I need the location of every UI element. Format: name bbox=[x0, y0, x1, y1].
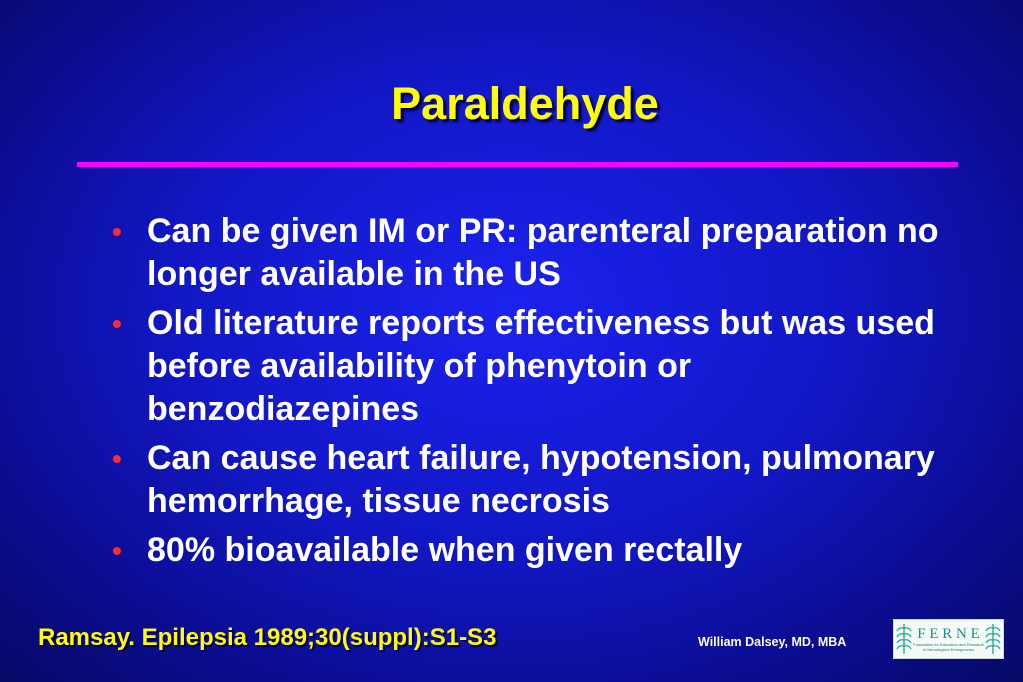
bullet-icon: • bbox=[112, 443, 122, 474]
logo-tagline: Foundation for Education and Research bbox=[913, 642, 984, 647]
bullet-item bbox=[112, 210, 972, 296]
leaf-icon bbox=[986, 624, 1000, 654]
slide-title: Paraldehyde bbox=[391, 78, 659, 129]
bullet-text: Can cause heart failure, hypotension, pulmonary hemorrhage, tissue necrosis bbox=[147, 439, 935, 520]
bullet-item bbox=[112, 529, 972, 572]
ferne-logo-graphic bbox=[894, 620, 1003, 658]
bullet-icon: • bbox=[112, 535, 122, 566]
author-credit: William Dalsey, MD, MBA bbox=[698, 635, 847, 649]
bullet-text: Old literature reports effectiveness but was used before availability of phenytoin or benzodiazepines bbox=[147, 304, 935, 428]
bullet-icon: • bbox=[112, 308, 122, 339]
bullet-item bbox=[112, 437, 972, 523]
title-divider bbox=[77, 162, 958, 167]
bullet-icon: • bbox=[112, 216, 122, 247]
ferne-logo bbox=[893, 619, 1004, 659]
bullet-list bbox=[112, 210, 972, 578]
logo-tagline: in Neurological Emergencies bbox=[923, 647, 974, 652]
leaf-icon bbox=[897, 624, 911, 654]
bullet-text: 80% bioavailable when given rectally bbox=[147, 531, 743, 569]
bullet-text: Can be given IM or PR: parenteral preparation no longer available in the US bbox=[147, 212, 939, 293]
logo-wordmark: F E R N E bbox=[917, 626, 980, 642]
citation: Ramsay. Epilepsia 1989;30(suppl):S1-S3 bbox=[38, 624, 497, 651]
bullet-item bbox=[112, 302, 972, 431]
